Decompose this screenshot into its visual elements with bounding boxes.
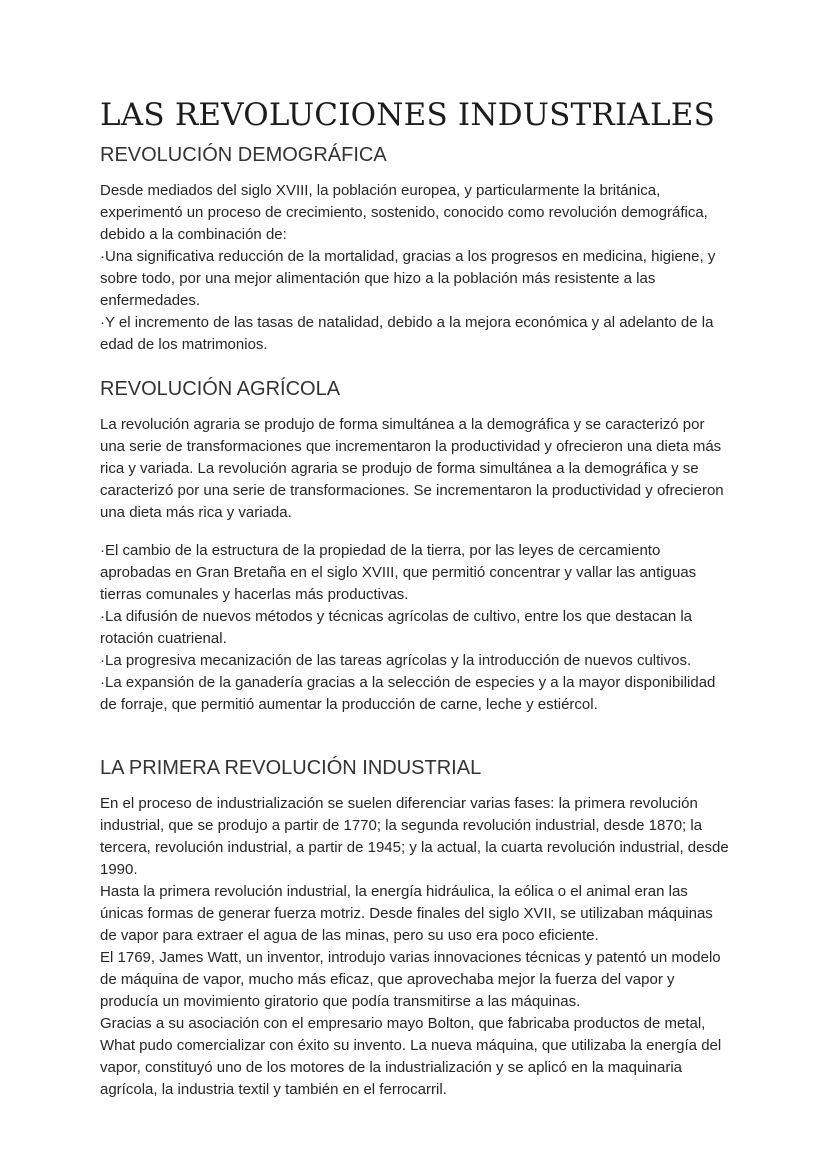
paragraph: Hasta la primera revolución industrial, la energía hidráulica, la eólica o el animal eran las únicas formas de generar fuerza motriz. Desde finales del siglo XVII, se utilizaban máquinas de vapor para extraer el agua de las minas, pero su uso era poco eficiente.: [100, 883, 713, 944]
paragraph: ·La progresiva mecanización de las tareas agrícolas y la introducción de nuevos cultivos.: [100, 652, 692, 669]
paragraph: El 1769, James Watt, un inventor, introdujo varias innovaciones técnicas y patentó un modelo de máquina de vapor, mucho más eficaz, que aprovechaba mejor la fuerza del vapor y producía un movimiento giratorio que podía transmitirse a las máquinas.: [100, 949, 721, 1010]
text-block: [100, 793, 730, 1101]
paragraph: Desde mediados del siglo XVIII, la población europea, y particularmente la británica, experimentó un proceso de crecimiento, sostenido, conocido como revolución demográfica, debido a la combinación de:: [100, 182, 708, 243]
text-block: [100, 180, 730, 356]
section-blocks: [100, 180, 730, 356]
paragraph: En el proceso de industrialización se suelen diferenciar varias fases: la primera revolución industrial, que se produjo a partir de 1770; la segunda revolución industrial, desde 1870; la tercera, revolución industrial, a partir de 1945; y la actual, la cuarta revolución industrial, desde 1990.: [100, 795, 729, 878]
paragraph: Gracias a su asociación con el empresario mayo Bolton, que fabricaba productos de metal, What pudo comercializar con éxito su invento. La nueva máquina, que utilizaba la energía del vapor, constituyó uno de los motores de la industrialización y se aplicó en la maquinaria agrícola, la industria textil y también en el ferrocarril.: [100, 1015, 722, 1098]
section-blocks: [100, 793, 730, 1101]
document-section: [100, 143, 730, 356]
document-section: [100, 377, 730, 716]
text-block: [100, 540, 730, 716]
paragraph: ·La difusión de nuevos métodos y técnicas agrícolas de cultivo, entre los que destacan la rotación cuatrienal.: [100, 608, 693, 647]
document-section: [100, 756, 730, 1101]
section-blocks: [100, 414, 730, 716]
text-block: [100, 414, 730, 524]
section-heading: REVOLUCIÓN AGRÍCOLA: [100, 378, 341, 400]
document-title: LAS REVOLUCIONES INDUSTRIALES: [100, 97, 716, 133]
paragraph: ·La expansión de la ganadería gracias a la selección de especies y a la mayor disponibilidad de forraje, que permitió aumentar la producción de carne, leche y estiércol.: [100, 674, 716, 713]
paragraph: La revolución agraria se produjo de forma simultánea a la demográfica y se caracterizó por una serie de transformaciones que incrementaron la productividad y ofrecieron una dieta más rica y variada. La revolución agraria se produjo de forma simultánea a la demográfica y se caracterizó por una serie de transformaciones. Se incrementaron la productividad y ofrecieron una dieta más rica y variada.: [100, 416, 724, 521]
section-heading: REVOLUCIÓN DEMOGRÁFICA: [100, 144, 387, 166]
document-body: [100, 143, 730, 1101]
paragraph: ·Una significativa reducción de la mortalidad, gracias a los progresos en medicina, higiene, y sobre todo, por una mejor alimentación que hizo a la población más resistente a las enfermedades.: [100, 248, 716, 309]
paragraph: ·Y el incremento de las tasas de natalidad, debido a la mejora económica y al adelanto de la edad de los matrimonios.: [100, 314, 714, 353]
paragraph: ·El cambio de la estructura de la propiedad de la tierra, por las leyes de cercamiento aprobadas en Gran Bretaña en el siglo XVIII, que permitió concentrar y vallar las antiguas tierras comunales y hacerlas más productivas.: [100, 542, 697, 603]
section-heading: LA PRIMERA REVOLUCIÓN INDUSTRIAL: [100, 757, 482, 779]
